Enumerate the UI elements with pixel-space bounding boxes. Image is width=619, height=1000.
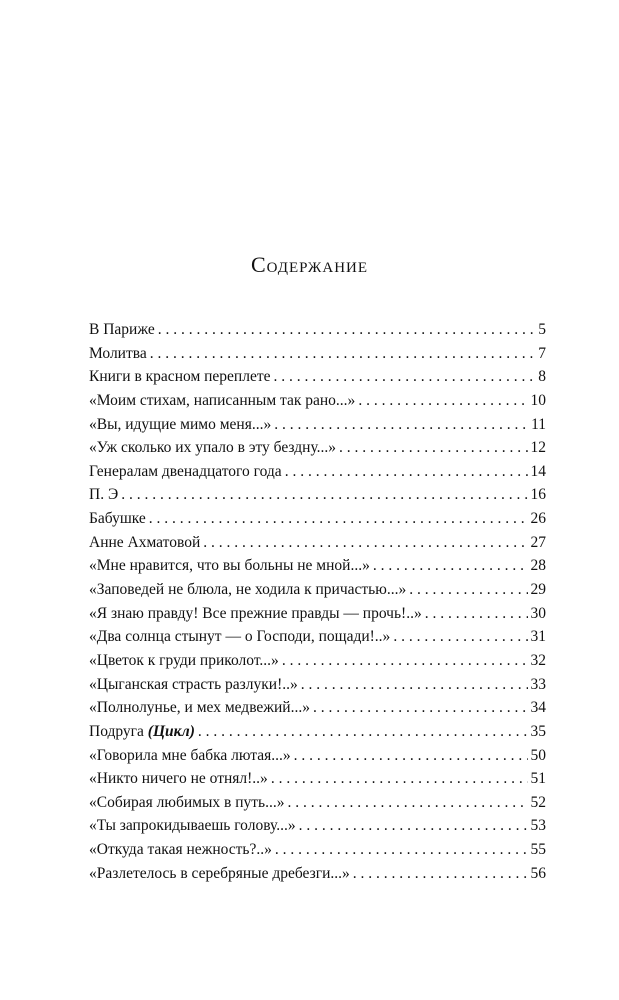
toc-entry-title-text: «Откуда такая нежность?..» xyxy=(89,841,272,859)
toc-entry-title xyxy=(89,507,149,531)
toc-entry-page-number: 5 xyxy=(538,321,546,338)
toc-entry-title xyxy=(89,413,274,437)
toc-entry-title xyxy=(89,814,299,838)
table-of-contents xyxy=(89,318,546,885)
toc-entry-title xyxy=(89,365,274,389)
toc-entry-title xyxy=(89,483,121,507)
toc-entry xyxy=(89,744,546,768)
toc-entry-page-number: 55 xyxy=(530,841,546,859)
toc-entry-title-text: «Вы, идущие мимо меня...» xyxy=(89,415,272,433)
toc-entry xyxy=(89,814,546,838)
dot-leader xyxy=(425,602,528,626)
toc-entry-title xyxy=(89,554,373,578)
toc-entry-title-text: «Ты запрокидываешь голову...» xyxy=(89,817,296,835)
dot-leader xyxy=(358,389,527,413)
toc-entry-page-number: 33 xyxy=(530,675,546,693)
toc-entry-title-text: «Никто ничего не отнял!..» xyxy=(89,770,268,788)
toc-entry-page-number: 30 xyxy=(530,604,546,622)
toc-entry-page-number: 32 xyxy=(530,651,546,669)
toc-entry-title xyxy=(89,625,393,649)
toc-entry-page-number: 11 xyxy=(531,415,546,433)
dot-leader xyxy=(287,791,527,815)
toc-entry xyxy=(89,838,546,862)
toc-entry-page-number: 51 xyxy=(530,770,546,788)
toc-entry-title xyxy=(89,673,301,697)
toc-entry-title xyxy=(89,862,353,886)
toc-entry xyxy=(89,720,546,744)
toc-entry-title-text: Книги в красном переплете xyxy=(89,368,271,386)
dot-leader xyxy=(282,649,528,673)
toc-entry-title-text: П. Э xyxy=(89,486,119,504)
toc-entry-title-text: «Полнолунье, и мех медвежий...» xyxy=(89,699,310,717)
toc-entry-title-text: В Париже xyxy=(89,321,155,338)
toc-entry xyxy=(89,767,546,791)
toc-entry-title xyxy=(89,342,150,366)
toc-entry-title-text: «Разлетелось в серебряные дребезги...» xyxy=(89,864,350,882)
toc-entry xyxy=(89,413,546,437)
toc-entry xyxy=(89,625,546,649)
toc-entry xyxy=(89,602,546,626)
toc-entry-title-text: Генералам двенадцатого года xyxy=(89,462,282,480)
toc-entry-title xyxy=(89,649,282,673)
dot-leader xyxy=(149,507,528,531)
dot-leader xyxy=(203,531,527,555)
toc-entry-title-text: «Цветок к груди приколот...» xyxy=(89,651,279,669)
toc-entry-title xyxy=(89,720,198,744)
toc-entry-title-text: «Говорила мне бабка лютая...» xyxy=(89,746,291,764)
toc-entry xyxy=(89,531,546,555)
toc-entry xyxy=(89,483,546,507)
toc-entry-title xyxy=(89,531,203,555)
dot-leader xyxy=(339,436,527,460)
toc-entry-page-number: 52 xyxy=(530,793,546,811)
dot-leader xyxy=(274,413,528,437)
dot-leader xyxy=(274,365,534,389)
toc-entry-title-text: «Мне нравится, что вы больны не мной...» xyxy=(89,557,370,575)
dot-leader xyxy=(158,318,533,342)
dot-leader xyxy=(299,814,528,838)
toc-entry-title-text: Анне Ахматовой xyxy=(89,533,201,551)
toc-entry-title-text: Бабушке xyxy=(89,510,146,528)
toc-entry-title xyxy=(89,744,294,768)
toc-entry-title-text: «Моим стихам, написанным так рано...» xyxy=(89,391,356,409)
toc-entry-title xyxy=(89,696,313,720)
toc-entry-page-number: 7 xyxy=(538,344,546,362)
toc-entry-title xyxy=(89,767,271,791)
toc-entry-page-number: 16 xyxy=(530,486,546,504)
toc-entry xyxy=(89,342,546,366)
dot-leader xyxy=(393,625,527,649)
page-title: Содержание xyxy=(250,252,369,277)
toc-entry-page-number: 14 xyxy=(530,462,546,480)
toc-entry-title-text: «Два солнца стынут — о Господи, пощади!..» xyxy=(89,628,391,646)
toc-entry-title xyxy=(89,791,287,815)
toc-entry-page-number: 27 xyxy=(530,533,546,551)
toc-entry-title-text: «Цыганская страсть разлуки!..» xyxy=(89,675,298,693)
toc-entry xyxy=(89,389,546,413)
dot-leader xyxy=(121,483,527,507)
toc-entry-title xyxy=(89,602,425,626)
toc-entry-page-number: 35 xyxy=(530,722,546,740)
toc-entry xyxy=(89,507,546,531)
toc-entry xyxy=(89,649,546,673)
dot-leader xyxy=(271,767,528,791)
dot-leader xyxy=(294,744,528,768)
toc-entry-title xyxy=(89,578,409,602)
toc-entry-note: (Цикл) xyxy=(147,722,195,740)
toc-entry-title xyxy=(89,460,285,484)
toc-entry-title-text: «Уж сколько их упало в эту бездну...» xyxy=(89,439,337,457)
dot-leader xyxy=(409,578,527,602)
toc-entry-page-number: 29 xyxy=(530,581,546,599)
toc-entry-page-number: 8 xyxy=(538,368,546,386)
toc-entry-title-text: «Собирая любимых в путь...» xyxy=(89,793,285,811)
dot-leader xyxy=(301,673,528,697)
toc-entry-title-text: Молитва xyxy=(89,344,147,362)
toc-entry xyxy=(89,862,546,886)
dot-leader xyxy=(373,554,528,578)
toc-entry xyxy=(89,436,546,460)
toc-entry-title xyxy=(89,436,339,460)
toc-entry-title-text: «Заповедей не блюла, не ходила к причастью...» xyxy=(89,581,407,599)
toc-entry-page-number: 53 xyxy=(530,817,546,835)
toc-entry-title xyxy=(89,838,275,862)
toc-entry-page-number: 56 xyxy=(530,864,546,882)
dot-leader xyxy=(275,838,528,862)
toc-entry-title-text: «Я знаю правду! Все прежние правды — прочь!..» xyxy=(89,604,422,622)
toc-entry-page-number: 12 xyxy=(530,439,546,457)
toc-entry-page-number: 10 xyxy=(530,391,546,409)
toc-entry-page-number: 34 xyxy=(530,699,546,717)
toc-entry xyxy=(89,460,546,484)
dot-leader xyxy=(353,862,528,886)
toc-entry xyxy=(89,365,546,389)
toc-entry-title-text: Подруга xyxy=(89,722,144,740)
toc-entry-title xyxy=(89,318,158,342)
dot-leader xyxy=(285,460,528,484)
toc-entry xyxy=(89,673,546,697)
toc-entry xyxy=(89,554,546,578)
toc-entry xyxy=(89,578,546,602)
toc-entry xyxy=(89,791,546,815)
toc-entry-page-number: 31 xyxy=(530,628,546,646)
dot-leader xyxy=(150,342,533,366)
toc-entry-page-number: 50 xyxy=(530,746,546,764)
toc-entry xyxy=(89,696,546,720)
toc-entry xyxy=(89,318,546,342)
toc-entry-page-number: 26 xyxy=(530,510,546,528)
dot-leader xyxy=(198,720,528,744)
dot-leader xyxy=(313,696,528,720)
toc-entry-page-number: 28 xyxy=(530,557,546,575)
toc-entry-title xyxy=(89,389,358,413)
